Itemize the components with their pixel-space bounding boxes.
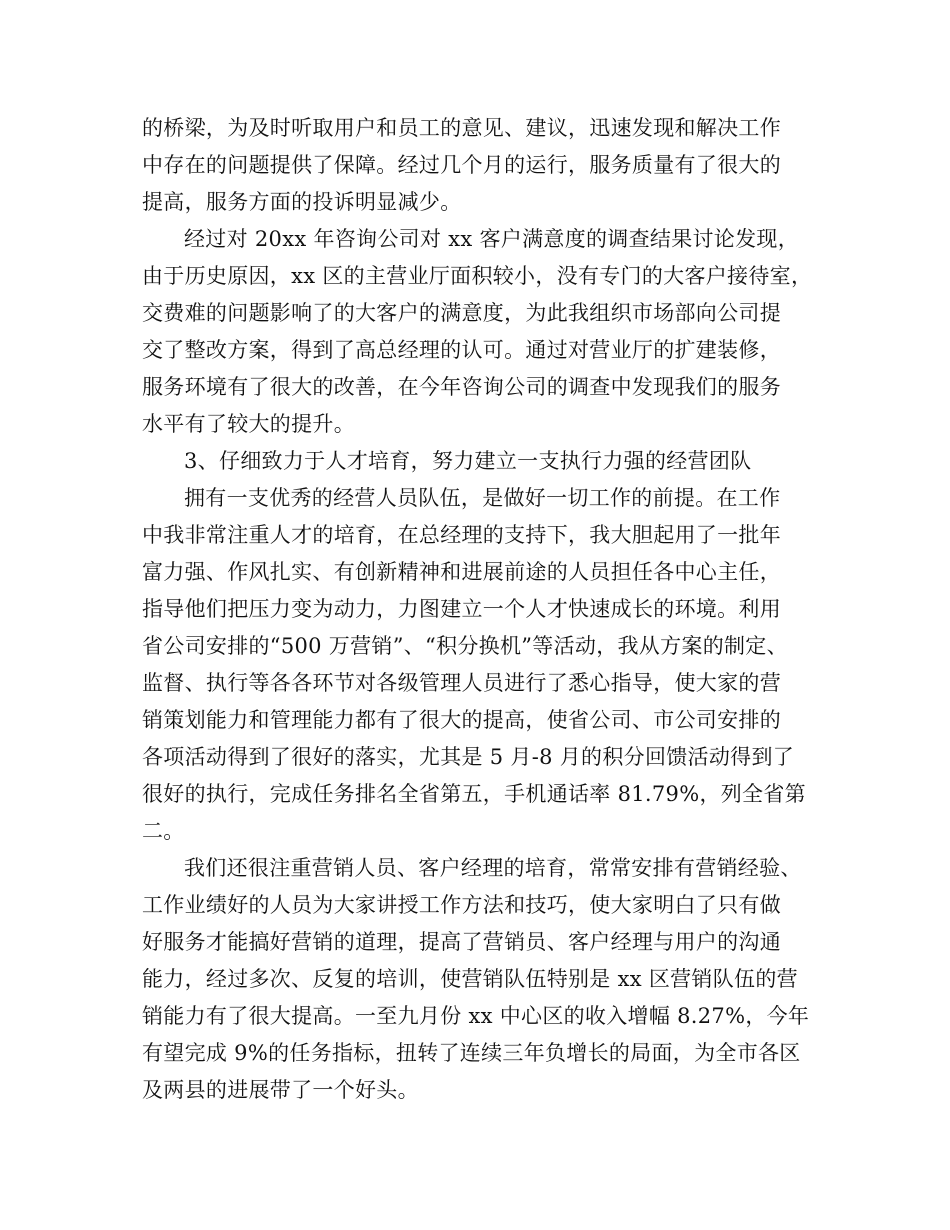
text-line: 中存在的问题提供了保障。经过几个月的运行，服务质量有了很大的 [142, 153, 781, 177]
text-line: 有望完成 9%的任务指标，扭转了连续三年负增长的局面，为全市各区 [142, 1041, 801, 1065]
text-line: 及两县的进展带了一个好头。 [142, 1078, 419, 1102]
text-line: 水平有了较大的提升。 [142, 412, 355, 436]
text-line: 工作业绩好的人员为大家讲授工作方法和技巧，使大家明白了只有做 [142, 893, 781, 917]
text-line: 的桥梁，为及时听取用户和员工的意见、建议，迅速发现和解决工作 [142, 116, 781, 140]
text-line: 很好的执行，完成任务排名全省第五，手机通话率 81.79%，列全省第 [142, 782, 806, 806]
text-line: 提高，服务方面的投诉明显减少。 [142, 190, 462, 214]
text-line: 拥有一支优秀的经营人员队伍，是做好一切工作的前提。在工作 [184, 486, 781, 510]
text-line: 交费难的问题影响了的大客户的满意度，为此我组织市场部向公司提 [142, 301, 781, 325]
text-line: 指导他们把压力变为动力，力图建立一个人才快速成长的环境。利用 [142, 597, 781, 621]
text-line: 销策划能力和管理能力都有了很大的提高，使省公司、市公司安排的 [142, 708, 781, 732]
text-line: 省公司安排的“500 万营销”、“积分换机”等活动，我从方案的制定、 [142, 634, 788, 658]
text-line: 各项活动得到了很好的落实，尤其是 5 月-8 月的积分回馈活动得到了 [142, 745, 795, 769]
text-line: 交了整改方案，得到了高总经理的认可。通过对营业厅的扩建装修， [142, 338, 781, 362]
text-line: 由于历史原因，xx 区的主营业厅面积较小，没有专门的大客户接待室， [142, 264, 813, 288]
text-line: 富力强、作风扎实、有创新精神和进展前途的人员担任各中心主任， [142, 560, 781, 584]
text-line: 服务环境有了很大的改善，在今年咨询公司的调查中发现我们的服务 [142, 375, 781, 399]
text-line: 监督、执行等各各环节对各级管理人员进行了悉心指导，使大家的营 [142, 671, 781, 695]
text-line: 经过对 20xx 年咨询公司对 xx 客户满意度的调查结果讨论发现， [184, 227, 799, 251]
section-heading: 3、仔细致力于人才培育，努力建立一支执行力强的经营团队 [184, 449, 752, 473]
text-line: 我们还很注重营销人员、客户经理的培育，常常安排有营销经验、 [184, 856, 802, 880]
text-line: 好服务才能搞好营销的道理，提高了营销员、客户经理与用户的沟通 [142, 930, 781, 954]
text-line: 销能力有了很大提高。一至九月份 xx 中心区的收入增幅 8.27%，今年 [142, 1004, 810, 1028]
text-line: 能力，经过多次、反复的培训，使营销队伍特别是 xx 区营销队伍的营 [142, 967, 798, 991]
text-line: 中我非常注重人才的培育，在总经理的支持下，我大胆起用了一批年 [142, 523, 781, 547]
text-line: 二。 [142, 819, 185, 843]
